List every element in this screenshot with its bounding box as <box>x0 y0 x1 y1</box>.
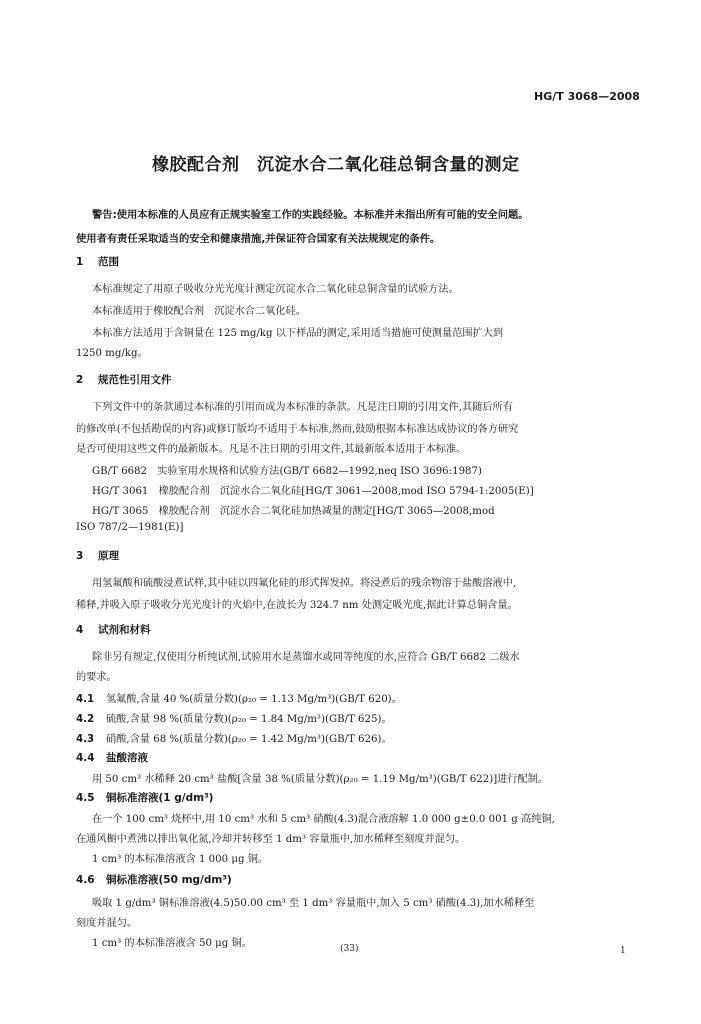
paragraph: 1 cm³ 的本标准溶液含 50 μg 铜。 <box>92 938 252 949</box>
section-3-heading <box>76 548 119 563</box>
document-title: 橡胶配合剂 沉淀水合二氧化硅总铜含量的测定 <box>152 155 520 175</box>
paragraph-continuation: 在通风橱中煮沸以排出氧化氮,冷却并转移至 1 dm³ 容量瓶中,加水稀释至刻度并混匀。 <box>76 834 466 845</box>
reagent-item-4-2 <box>76 710 392 725</box>
item-number: 4.6 <box>76 874 95 886</box>
page-label: (33) <box>340 944 359 954</box>
item-number: 4.2 <box>76 714 95 725</box>
paragraph-continuation: 的修改单(不包括勘误的内容)或修订版均不适用于本标准,然而,鼓励根据本标准达成协议的各方研究 <box>76 424 519 435</box>
section-title: 试剂和材料 <box>98 624 151 636</box>
section-number: 4 <box>76 624 84 636</box>
paragraph: 用 50 cm³ 水稀释 20 cm³ 盐酸[含量 38 %(质量分数)(ρ₂₀ = 1.19 Mg/m³)(GB/T 622)]进行配制。 <box>92 774 549 785</box>
reference-item: HG/T 3065 橡胶配合剂 沉淀水合二氧化硅加热减量的测定[HG/T 3065—2008,mod <box>92 506 495 517</box>
page-number: 1 <box>620 946 626 956</box>
item-title: 盐酸溶液 <box>106 752 148 764</box>
paragraph: 本标准规定了用原子吸收分光光度计测定沉淀水合二氧化硅总铜含量的试验方法。 <box>92 284 459 295</box>
paragraph: 在一个 100 cm³ 烧杯中,用 10 cm³ 水和 5 cm³ 硝酸(4.3)混合液溶解 1.0 000 g±0.0 001 g 高纯铜, <box>92 814 555 825</box>
section-2-heading <box>76 372 172 387</box>
section-number: 1 <box>76 256 84 268</box>
warning-line-2: 使用者有责任采取适当的安全和健康措施,并保证符合国家有关法规规定的条件。 <box>76 233 441 245</box>
reagent-item-4-6-heading <box>76 872 232 887</box>
item-number: 4.4 <box>76 752 95 764</box>
reference-item: HG/T 3061 橡胶配合剂 沉淀水合二氧化硅[HG/T 3061—2008,mod ISO 5794-1:2005(E)] <box>92 486 534 497</box>
item-number: 4.5 <box>76 792 95 804</box>
paragraph: 除非另有规定,仅使用分析纯试剂,试验用水是蒸馏水或同等纯度的水,应符合 GB/T 6682 二级水 <box>92 652 520 663</box>
paragraph-continuation: 是否可使用这些文件的最新版本。凡是不注日期的引用文件,其最新版本适用于本标准。 <box>76 444 467 455</box>
standard-code: HG/T 3068—2008 <box>534 90 640 103</box>
section-4-heading <box>76 622 151 637</box>
section-title: 原理 <box>98 550 119 562</box>
reagent-item-4-1 <box>76 690 402 705</box>
reference-item-continuation: ISO 787/2—1981(E)] <box>76 522 184 533</box>
item-title: 铜标准溶液(1 g/dm³) <box>106 792 214 804</box>
reagent-item-4-3 <box>76 730 392 745</box>
reagent-item-4-4-heading <box>76 750 148 765</box>
paragraph-continuation: 稀释,并吸入原子吸收分光光度计的火焰中,在波长为 324.7 nm 处测定吸光度,据此计算总铜含量。 <box>76 600 518 611</box>
section-number: 2 <box>76 374 84 386</box>
item-title: 铜标准溶液(50 mg/dm³) <box>106 874 232 886</box>
section-title: 规范性引用文件 <box>98 374 172 386</box>
paragraph-continuation: 的要求。 <box>76 672 117 683</box>
item-number: 4.3 <box>76 734 95 745</box>
item-text: 硫酸,含量 98 %(质量分数)(ρ₂₀ = 1.84 Mg/m³)(GB/T 625)。 <box>106 714 392 725</box>
paragraph-continuation: 1250 mg/kg。 <box>76 348 148 359</box>
paragraph-continuation: 刻度并混匀。 <box>76 918 138 929</box>
paragraph: 下列文件中的条款通过本标准的引用而成为本标准的条款。凡是注日期的引用文件,其随后所有 <box>92 402 513 413</box>
section-1-heading <box>76 254 119 269</box>
paragraph: 用氢氟酸和硫酸浸煮试样,其中硅以四氟化硅的形式挥发掉。将浸煮后的残余物溶于盐酸溶液中, <box>92 578 517 589</box>
item-text: 硝酸,含量 68 %(质量分数)(ρ₂₀ = 1.42 Mg/m³)(GB/T 626)。 <box>106 734 392 745</box>
paragraph: 本标准方法适用于含铜量在 125 mg/kg 以下样品的测定,采用适当措施可使测量范围扩大到 <box>92 328 504 339</box>
paragraph: 本标准适用于橡胶配合剂 沉淀水合二氧化硅。 <box>92 306 306 317</box>
paragraph: 吸取 1 g/dm³ 铜标准溶液(4.5)50.00 cm³ 至 1 dm³ 容量瓶中,加入 5 cm³ 硝酸(4.3),加水稀释至 <box>92 898 535 909</box>
warning-line-1: 警告:使用本标准的人员应有正规实验室工作的实践经验。本标准并未指出所有可能的安全问题。 <box>92 209 529 221</box>
item-number: 4.1 <box>76 694 95 705</box>
item-text: 氢氟酸,含量 40 %(质量分数)(ρ₂₀ = 1.13 Mg/m³)(GB/T 620)。 <box>106 694 402 705</box>
reagent-item-4-5-heading <box>76 790 213 805</box>
section-title: 范围 <box>98 256 119 268</box>
reference-item: GB/T 6682 实验室用水规格和试验方法(GB/T 6682—1992,neq ISO 3696:1987) <box>92 466 482 477</box>
section-number: 3 <box>76 550 84 562</box>
paragraph: 1 cm³ 的本标准溶液含 1 000 μg 铜。 <box>92 854 269 865</box>
